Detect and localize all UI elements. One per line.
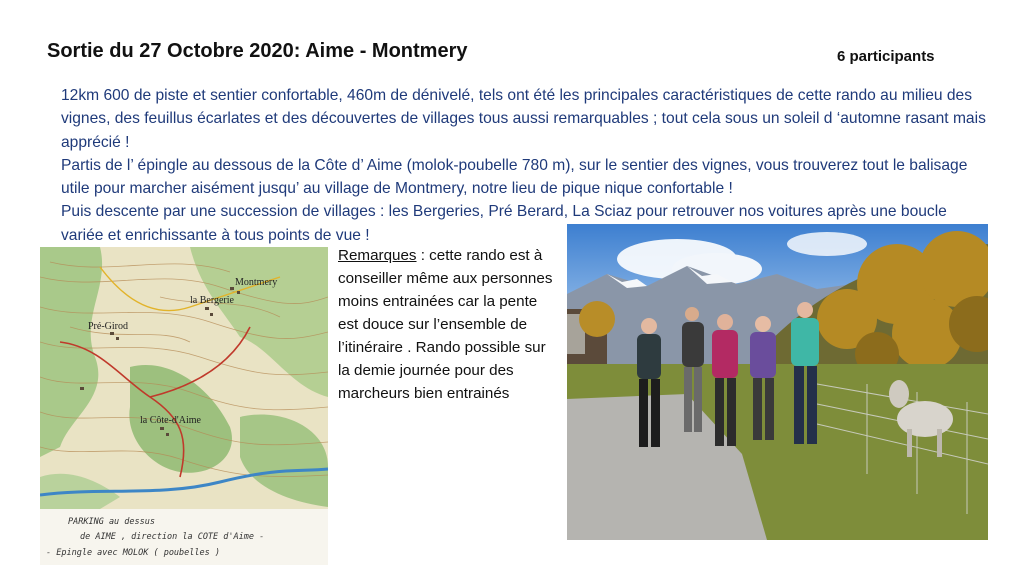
paragraph-1: 12km 600 de piste et sentier confortable, 460m de dénivelé, tels ont été les principales caractéristiques de cette rando au milieu des vignes, des feuillus écarlates et des découvertes de villages tous aussi remarquables ; tout cela sous un soleil d ‘automne rasant mais apprécié ! [61,87,986,151]
map-label-montmery: Montmery [235,277,278,288]
remarks-text: : cette rando est à conseiller même aux personnes moins entrainées car la pente est douce sur l’ensemble de l’itinéraire . Rando possible sur la demie journée pour des marcheurs bien entrainés [338,247,553,402]
trip-description [61,84,991,247]
remarks-label: Remarques [338,247,417,264]
paragraph-3: Puis descente par une succession de villages : les Bergeries, Pré Berard, La Sciaz pour retrouver nos voitures après une boucle variée et enrichissante à tous points de vue ! [61,203,947,244]
remarks-block [338,244,560,405]
note-line-3: - Epingle avec MOLOK ( poubelles ) [46,548,220,558]
paragraph-2: Partis de l’ épingle au dessous de la Côte d’ Aime (molok-poubelle 780 m), sur le sentier des vignes, vous trouverez tout le balisage utile pour marcher aisément jusqu’ au village de Montmery, notre lieu de pique nique confortable ! [61,156,968,198]
hikers-photo [567,224,988,540]
note-line-2: de AIME , direction la COTE d'Aime - [80,532,265,542]
map-label-bergerie: la Bergerie [190,295,234,306]
map-label-pre-girod: Pré-Girod [88,321,128,332]
slide-title: Sortie du 27 Octobre 2020: Aime - Montmery [47,40,468,62]
topographic-map [40,247,328,565]
participants-count: 6 participants [837,48,935,65]
map-label-cote-aime: la Côte-d'Aime [140,415,201,426]
note-line-1: PARKING au dessus [68,517,155,527]
